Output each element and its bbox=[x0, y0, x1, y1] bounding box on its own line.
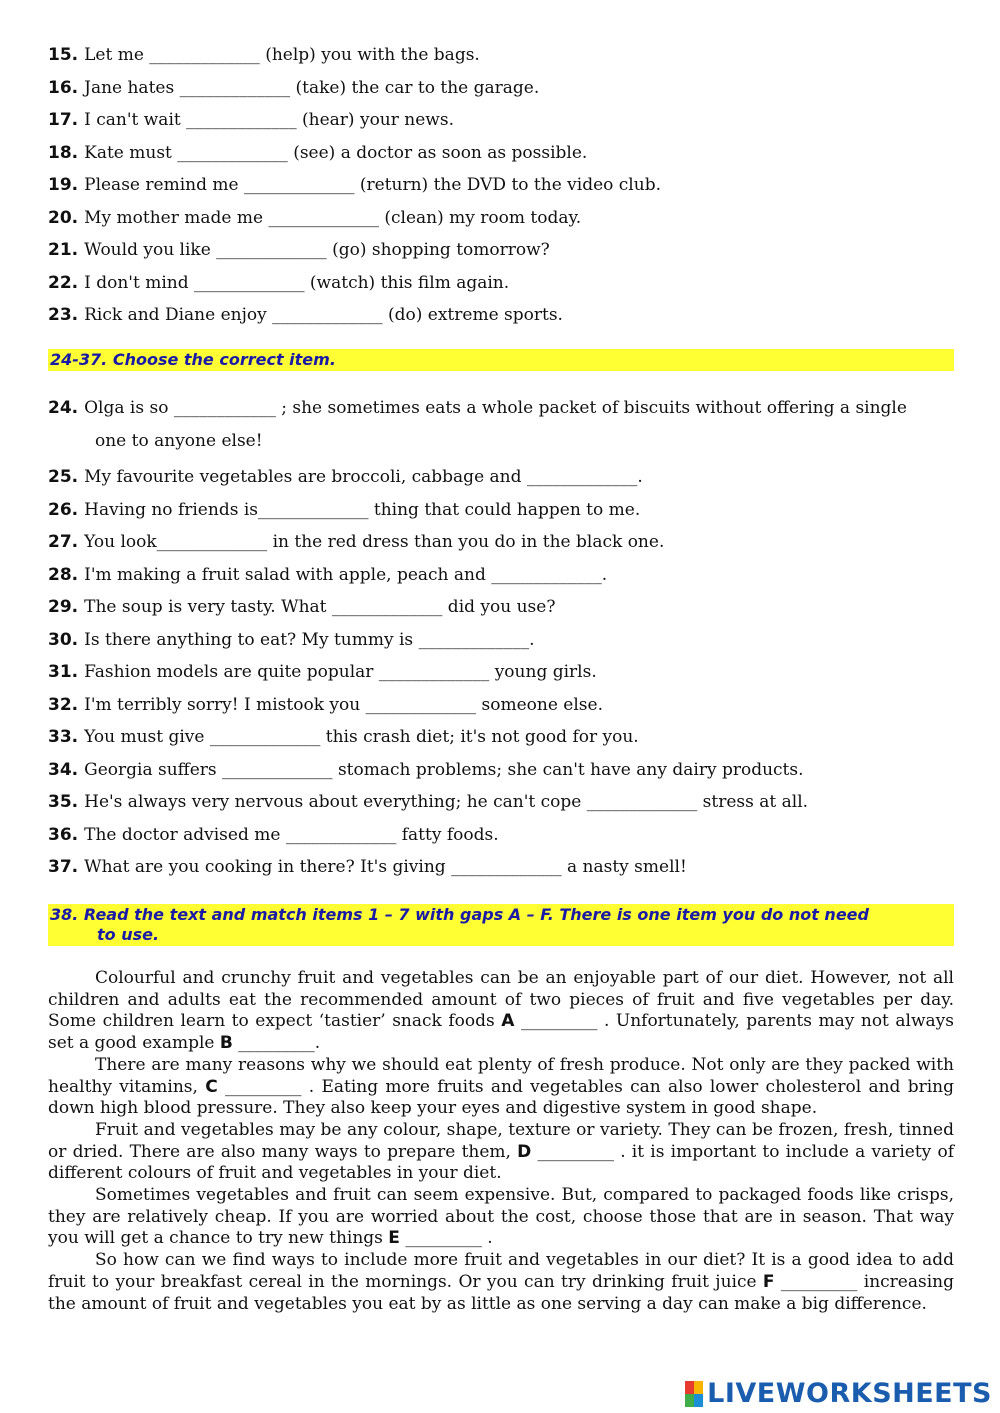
gerund-infinitive-section bbox=[48, 44, 954, 326]
gap-b-label: B bbox=[219, 1033, 233, 1054]
reading-paragraph-3: Fruit and vegetables may be any colour, shape, texture or variety. They can be frozen, fresh, tinned or dried. There are also many ways to prepare them, D _________ . it is important to include a variety of different colours of fruit and vegetables in your diet. bbox=[48, 1119, 955, 1184]
reading-paragraph-4: Sometimes vegetables and fruit can seem expensive. But, compared to packaged foods like crisps, they are relatively cheap. If you are worried about the cost, choose those that are in season. That way you will get a chance to try new things E _________ . bbox=[48, 1185, 954, 1249]
liveworksheets-logo[interactable] bbox=[685, 1378, 992, 1409]
gap-e-label: E bbox=[388, 1228, 400, 1249]
section-header-reading: 38. Read the text and match items 1 – 7 with gaps A – F. There is one item you do not need to use. bbox=[48, 904, 954, 946]
question-16: 16. Jane hates _____________ (take) the car to the garage. bbox=[48, 77, 540, 98]
question-24: 24. Olga is so ____________ ; she sometimes eats a whole packet of biscuits without offering a single one to anyone else! bbox=[48, 398, 907, 451]
gap-a-label: A bbox=[501, 1011, 515, 1032]
section-header-choose-item: 24-37. Choose the correct item. bbox=[48, 349, 954, 371]
question-33: 33. You must give _____________ this crash diet; it's not good for you. bbox=[48, 727, 639, 747]
question-25: 25. My favourite vegetables are broccoli, cabbage and _____________. bbox=[48, 467, 643, 487]
question-29: 29. The soup is very tasty. What _____________ did you use? bbox=[48, 597, 556, 617]
question-36: 36. The doctor advised me _____________ fatty foods. bbox=[48, 824, 499, 845]
question-28: 28. I'm making a fruit salad with apple, peach and _____________. bbox=[48, 564, 608, 585]
question-20: 20. My mother made me _____________ (clean) my room today. bbox=[48, 207, 582, 228]
question-37: 37. What are you cooking in there? It's giving _____________ a nasty smell! bbox=[48, 857, 687, 877]
question-22: 22. I don't mind _____________ (watch) this film again. bbox=[48, 272, 510, 293]
question-30: 30. Is there anything to eat? My tummy is _____________. bbox=[48, 629, 535, 650]
gap-f-label: F bbox=[762, 1271, 775, 1292]
question-23: 23. Rick and Diane enjoy _____________ (do) extreme sports. bbox=[48, 305, 563, 325]
reading-text bbox=[48, 968, 954, 1315]
liveworksheets-logo-icon bbox=[685, 1381, 703, 1407]
reading-paragraph-2: There are many reasons why we should eat plenty of fresh produce. Not only are they packed with healthy vitamins, C _________ . Eating more fruits and vegetables can also lower cholesterol and bring down high blood pressure. They also keep your eyes and digestive system in good shape. bbox=[48, 1054, 954, 1119]
question-17: 17. I can't wait _____________ (hear) your news. bbox=[48, 110, 454, 130]
question-35: 35. He's always very nervous about everything; he can't cope _____________ stress at all. bbox=[48, 792, 809, 812]
question-26: 26. Having no friends is_____________ thing that could happen to me. bbox=[48, 499, 641, 520]
question-27: 27. You look_____________ in the red dress than you do in the black one. bbox=[48, 532, 665, 552]
question-34: 34. Georgia suffers _____________ stomach problems; she can't have any dairy products. bbox=[48, 759, 804, 780]
question-21: 21. Would you like _____________ (go) shopping tomorrow? bbox=[48, 240, 550, 260]
question-32: 32. I'm terribly sorry! I mistook you _____________ someone else. bbox=[48, 694, 603, 715]
reading-paragraph-5: So how can we find ways to include more fruit and vegetables in our diet? It is a good idea to add fruit to your breakfast cereal in the mornings. Or you can try drinking fruit juice F _________ increasing the amount of fruit and vegetables you eat by as little as one serving a day can make a big difference. bbox=[48, 1250, 954, 1314]
question-19: 19. Please remind me _____________ (return) the DVD to the video club. bbox=[48, 175, 661, 195]
question-31: 31. Fashion models are quite popular _____________ young girls. bbox=[48, 662, 597, 682]
gap-d-label: D bbox=[517, 1141, 532, 1162]
gap-c-label: C bbox=[205, 1076, 218, 1097]
reading-paragraph-1: Colourful and crunchy fruit and vegetables can be an enjoyable part of our diet. However, not all children and adults eat the recommended amount of two pieces of fruit and five vegetables per day. Some children learn to expect ‘tastier’ snack foods A _________ . Unfortunately, parents may not always set a good example B _________. bbox=[48, 968, 954, 1054]
question-18: 18. Kate must _____________ (see) a doctor as soon as possible. bbox=[48, 142, 588, 163]
question-15: 15. Let me _____________ (help) you with the bags. bbox=[48, 45, 480, 65]
liveworksheets-logo-text: LIVEWORKSHEETS bbox=[707, 1378, 992, 1409]
worksheet-page bbox=[48, 44, 954, 1315]
choose-item-section bbox=[48, 392, 954, 878]
